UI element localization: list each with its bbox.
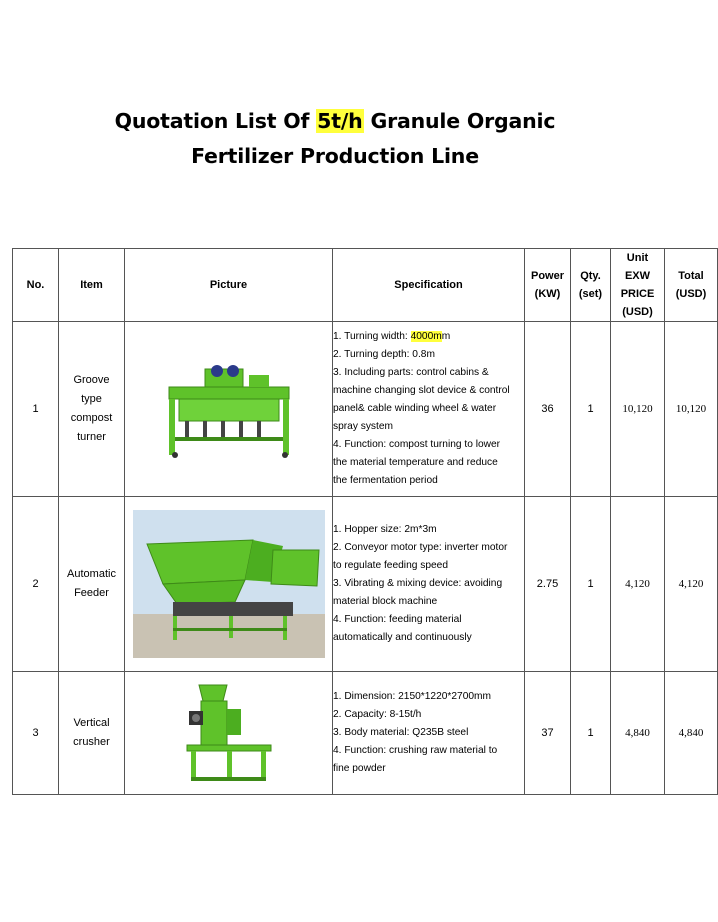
item-name-line: Automatic xyxy=(67,568,116,580)
spec-text: m xyxy=(441,331,451,342)
power-value: 37 xyxy=(525,672,571,795)
row-number: 1 xyxy=(13,322,59,497)
header-unit-price xyxy=(611,249,665,322)
header-total-line-1: Total xyxy=(678,270,704,282)
spec-line: 3. Including parts: control cabins & xyxy=(333,367,489,378)
compost-turner-image xyxy=(165,359,293,459)
header-unit-line-4: (USD) xyxy=(622,306,653,318)
header-picture: Picture xyxy=(125,249,333,322)
spec-highlight: 4000m xyxy=(410,331,442,342)
spec-line: fine powder xyxy=(333,763,386,774)
spec-line: 3. Body material: Q235B steel xyxy=(333,727,469,738)
item-name-line: type xyxy=(81,393,102,405)
header-power-line-1: Power xyxy=(530,270,564,282)
total-value: 4,840 xyxy=(665,672,718,795)
header-power-line-2: (KW) xyxy=(534,288,561,300)
header-unit-line-2: EXW xyxy=(624,270,651,282)
power-value: 36 xyxy=(525,322,571,497)
item-name-line: Feeder xyxy=(74,587,109,599)
spec-line: 4. Function: compost turning to lower xyxy=(333,439,501,450)
row-number: 2 xyxy=(13,497,59,672)
header-total xyxy=(665,249,718,322)
item-name xyxy=(59,672,125,795)
picture-cell xyxy=(125,322,333,497)
power-value: 2.75 xyxy=(525,497,571,672)
unit-price-value: 10,120 xyxy=(611,322,665,497)
spec-line: material block machine xyxy=(333,596,438,607)
item-name xyxy=(59,497,125,672)
spec-line: 1. Dimension: 2150*1220*2700mm xyxy=(333,691,492,702)
spec-line xyxy=(333,328,524,346)
item-name xyxy=(59,322,125,497)
spec-line: the fermentation period xyxy=(333,475,438,486)
qty-value: 1 xyxy=(571,322,611,497)
spec-line: machine changing slot device & control xyxy=(333,385,510,396)
item-name-line: turner xyxy=(77,431,106,443)
item-name-line: crusher xyxy=(73,736,110,748)
spec-line: to regulate feeding speed xyxy=(333,560,448,571)
spec-line: spray system xyxy=(333,421,394,432)
specification-cell xyxy=(333,322,525,497)
header-unit-line-3: PRICE xyxy=(620,288,655,300)
picture-cell xyxy=(125,672,333,795)
spec-line: 4. Function: crushing raw material to xyxy=(333,745,498,756)
unit-price-value: 4,840 xyxy=(611,672,665,795)
header-qty-line-2: (set) xyxy=(578,288,603,300)
spec-line: panel& cable winding wheel & water xyxy=(333,403,497,414)
qty-value: 1 xyxy=(571,672,611,795)
title-text-after: Granule Organic xyxy=(363,109,556,133)
spec-text: 1. Turning width: xyxy=(333,331,411,342)
item-name-line: compost xyxy=(70,412,113,424)
header-no: No. xyxy=(13,249,59,322)
spec-line: 4. Function: feeding material xyxy=(333,614,462,625)
spec-line: the material temperature and reduce xyxy=(333,457,498,468)
automatic-feeder-image xyxy=(133,510,325,658)
header-power xyxy=(525,249,571,322)
picture-cell xyxy=(125,497,333,672)
row-number: 3 xyxy=(13,672,59,795)
table-row xyxy=(13,497,718,672)
total-value: 10,120 xyxy=(665,322,718,497)
header-item: Item xyxy=(59,249,125,322)
title-highlight-capacity: 5t/h xyxy=(317,109,363,133)
spec-line: 1. Hopper size: 2m*3m xyxy=(333,524,437,535)
vertical-crusher-image xyxy=(183,681,275,785)
spec-line: 2. Capacity: 8-15t/h xyxy=(333,709,422,720)
specification-cell xyxy=(333,497,525,672)
qty-value: 1 xyxy=(571,497,611,672)
spec-line: 2. Conveyor motor type: inverter motor xyxy=(333,542,508,553)
header-qty-line-1: Qty. xyxy=(580,270,601,282)
spec-line: automatically and continuously xyxy=(333,632,472,643)
title-line-2: Fertilizer Production Line xyxy=(191,144,479,168)
item-name-line: Groove xyxy=(73,374,110,386)
unit-price-value: 4,120 xyxy=(611,497,665,672)
document-title xyxy=(0,104,670,174)
specification-cell xyxy=(333,672,525,795)
title-text-before: Quotation List Of xyxy=(114,109,317,133)
header-specification: Specification xyxy=(333,249,525,322)
header-unit-line-1: Unit xyxy=(626,252,649,264)
table-header-row xyxy=(13,249,718,322)
title-line-1 xyxy=(0,104,670,139)
spec-line: 2. Turning depth: 0.8m xyxy=(333,349,435,360)
table-row xyxy=(13,322,718,497)
total-value: 4,120 xyxy=(665,497,718,672)
header-total-line-2: (USD) xyxy=(675,288,707,300)
spec-line: 3. Vibrating & mixing device: avoiding xyxy=(333,578,503,589)
quotation-table xyxy=(12,248,718,795)
table-row xyxy=(13,672,718,795)
item-name-line: Vertical xyxy=(73,717,110,729)
header-qty xyxy=(571,249,611,322)
